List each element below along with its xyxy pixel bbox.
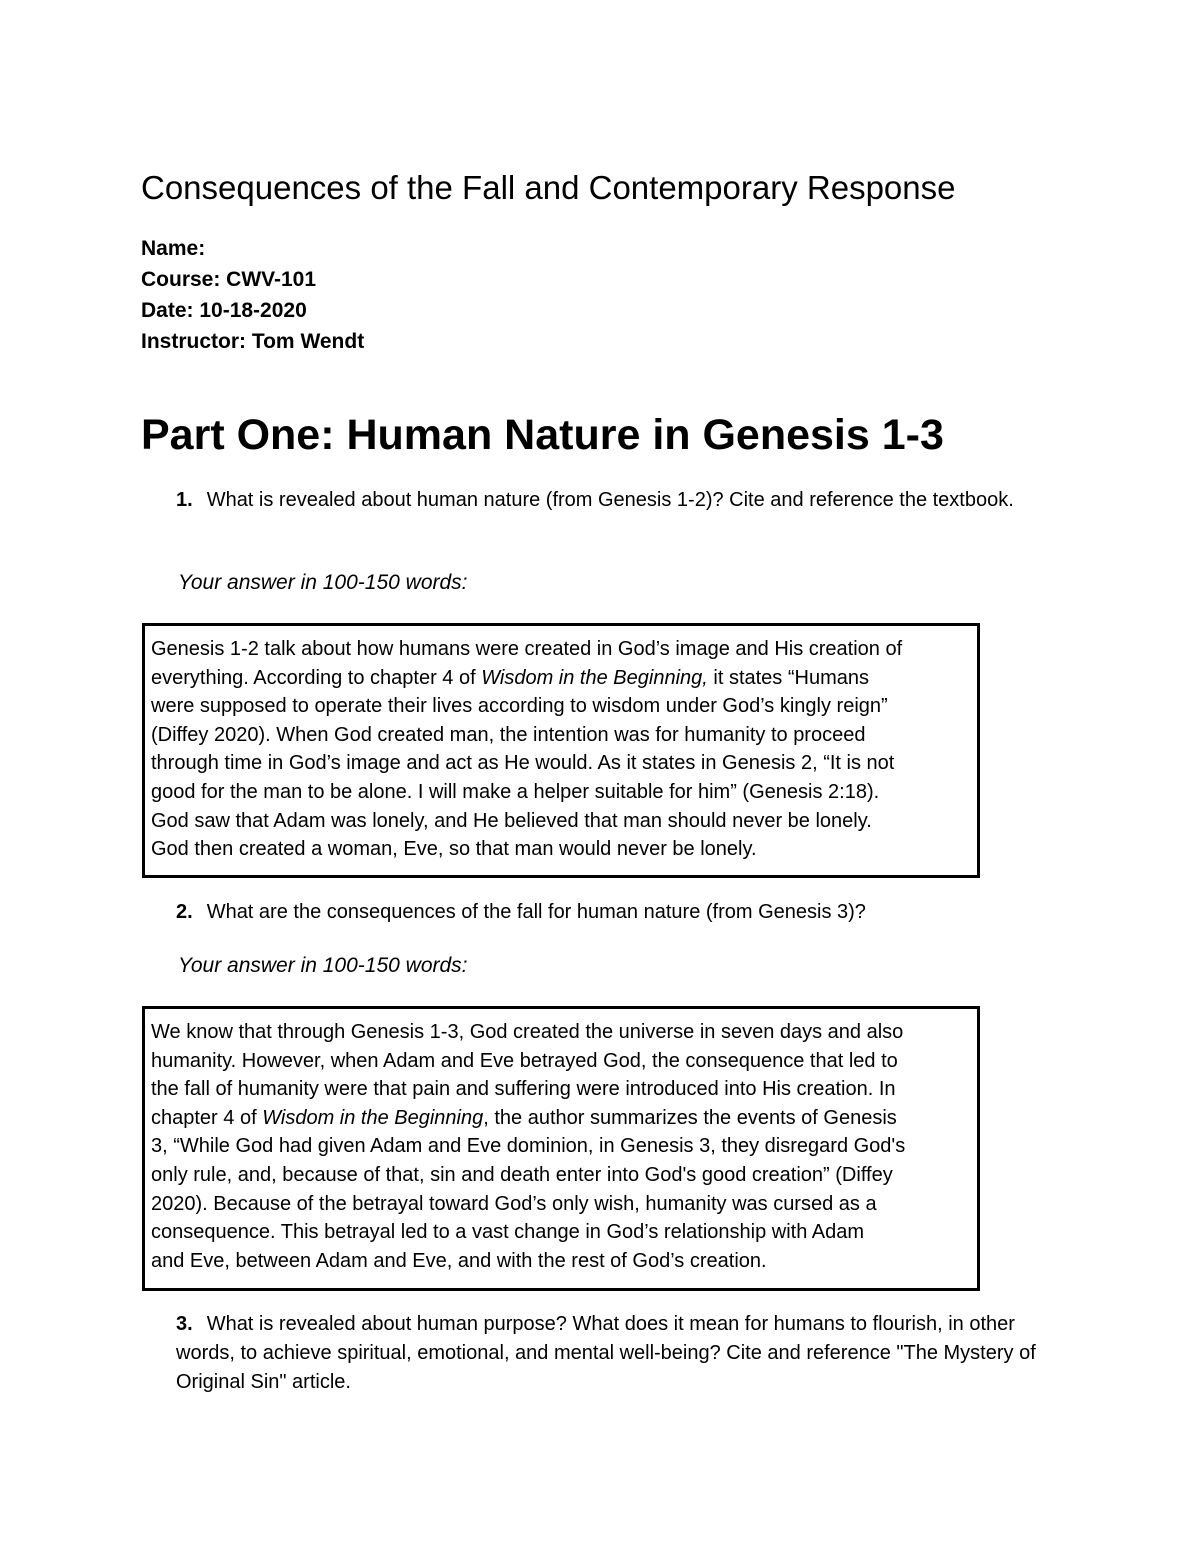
answer-line: 3, “While God had given Adam and Eve dominion, in Genesis 3, they disregard God's xyxy=(151,1135,906,1158)
answer-line: consequence. This betrayal led to a vast change in God’s relationship with Adam xyxy=(151,1221,865,1244)
answer-line: (Diffey 2020). When God created man, the intention was for humanity to proceed xyxy=(151,723,866,746)
book-title: Wisdom in the Beginning, xyxy=(481,666,708,689)
answer-line: good for the man to be alone. I will make a helper suitable for him” (Genesis 2:18). xyxy=(151,780,880,803)
question-number: 3. xyxy=(176,1313,193,1335)
answer-line: through time in God’s image and act as He would. As it states in Genesis 2, “It is not xyxy=(151,752,895,775)
answer-line: chapter 4 of Wisdom in the Beginning, the author summarizes the events of Genesis xyxy=(151,1106,897,1129)
answer-line: everything. According to chapter 4 of Wisdom in the Beginning, it states “Humans xyxy=(151,666,869,689)
answer-line: Genesis 1-2 talk about how humans were created in God’s image and His creation of xyxy=(151,638,903,660)
instructor-field: Instructor: Tom Wendt xyxy=(141,330,365,353)
part-heading: Part One: Human Nature in Genesis 1-3 xyxy=(141,411,944,459)
question-text: What is revealed about human nature (from Genesis 1-2)? Cite and reference the textbook. xyxy=(206,489,1014,511)
book-title: Wisdom in the Beginning xyxy=(262,1106,484,1129)
answer-prompt-1: Your answer in 100-150 words: xyxy=(178,571,468,594)
question-1 xyxy=(176,486,1066,515)
answer-prompt-2: Your answer in 100-150 words: xyxy=(178,954,468,977)
answer-line: God saw that Adam was lonely, and He believed that man should never be lonely. xyxy=(151,809,872,832)
document-title: Consequences of the Fall and Contemporary Response xyxy=(141,169,956,206)
question-number: 2. xyxy=(176,901,193,923)
answer-line: 2020). Because of the betrayal toward God’s only wish, humanity was cursed as a xyxy=(151,1192,877,1215)
answer-line: were supposed to operate their lives according to wisdom under God’s kingly reign” xyxy=(151,695,888,718)
question-2 xyxy=(176,898,1066,927)
answer-line: We know that through Genesis 1-3, God created the universe in seven days and also xyxy=(151,1021,904,1043)
answer-line: God then created a woman, Eve, so that man would never be lonely. xyxy=(151,838,757,861)
name-field: Name: xyxy=(141,237,206,260)
date-field: Date: 10-18-2020 xyxy=(141,299,307,322)
answer-box-2[interactable] xyxy=(142,1006,980,1291)
answer-line: humanity. However, when Adam and Eve betrayed God, the consequence that led to xyxy=(151,1049,898,1072)
header-info xyxy=(141,233,364,357)
question-text: What are the consequences of the fall for human nature (from Genesis 3)? xyxy=(206,901,866,923)
question-text: What is revealed about human purpose? What does it mean for humans to flourish, in other words, to achieve spiritual, emotional, and mental well-being? Cite and reference "The Mystery of Original Sin" article. xyxy=(176,1313,1036,1393)
question-3 xyxy=(176,1310,1066,1397)
course-field: Course: CWV-101 xyxy=(141,268,317,291)
question-number: 1. xyxy=(176,489,193,511)
answer-line: only rule, and, because of that, sin and death enter into God's good creation” (Diffey xyxy=(151,1163,893,1186)
answer-line: and Eve, between Adam and Eve, and with the rest of God’s creation. xyxy=(151,1249,767,1272)
answer-line: the fall of humanity were that pain and suffering were introduced into His creation. In xyxy=(151,1078,896,1101)
answer-box-1[interactable] xyxy=(142,623,980,878)
